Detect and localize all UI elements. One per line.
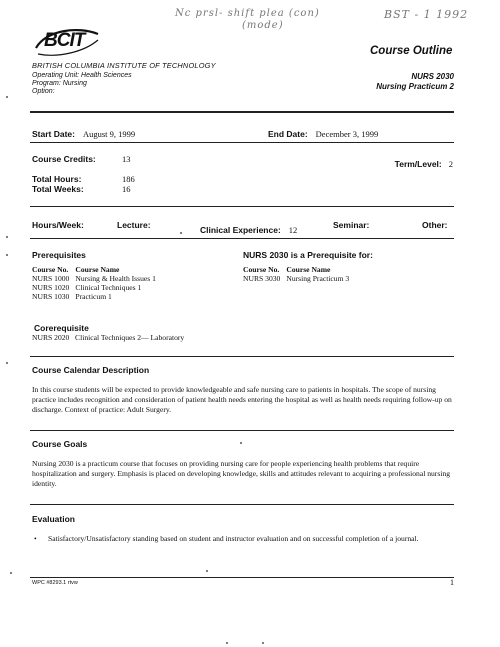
start-date-value: August 9, 1999	[82, 129, 136, 139]
handwritten-note-2: (mode)	[242, 20, 284, 31]
end-date	[268, 124, 378, 142]
clinical-label: Clinical Experience:	[200, 225, 281, 235]
evaluation-title: Evaluation	[32, 514, 75, 524]
program: Program: Nursing	[32, 80, 87, 87]
course-code: NURS 2030	[411, 72, 454, 81]
course-no: NURS 1020	[32, 283, 70, 292]
table-header-row	[243, 265, 355, 274]
other-label: Other:	[422, 220, 448, 230]
rule	[30, 504, 454, 505]
clinical-value: 12	[288, 225, 298, 235]
logo-text: BCIT	[44, 30, 85, 51]
scan-speck	[6, 254, 8, 256]
calendar-description-title: Course Calendar Description	[32, 365, 150, 375]
scan-speck	[226, 642, 228, 644]
course-no: NURS 3030	[243, 274, 281, 283]
prerequisite-for-table	[243, 265, 355, 283]
column-header: Course Name	[286, 265, 331, 274]
credits-label: Course Credits:	[32, 154, 96, 164]
rule	[30, 356, 454, 357]
table-row	[32, 283, 162, 292]
calendar-description-text: In this course students will be expected to provide knowledgeable and safe nursing care to patients in hospitals. The scope of nursing practice includes recognition and consideration of patient health needs entering the hospital as well as health needs requiring follow-up on discharge. Context of practice: Adult Surgery.	[32, 385, 452, 414]
footer-code: WPC #8293.1 rtvw	[32, 580, 78, 586]
corequisite-text: NURS 2020 Clinical Techniques 2— Laboratory	[32, 333, 185, 342]
evaluation-item: Satisfactory/Unsatisfactory standing based on student and instructor evaluation and on successful completion of a journal.	[48, 534, 419, 543]
scan-speck	[180, 232, 182, 234]
rule	[30, 238, 454, 239]
rule	[30, 206, 454, 207]
end-date-value: December 3, 1999	[315, 129, 379, 139]
scan-speck	[6, 236, 8, 238]
page-number: 1	[450, 578, 454, 587]
table-row	[32, 292, 162, 301]
course-goals-title: Course Goals	[32, 439, 88, 449]
clinical-experience	[200, 220, 297, 238]
bcit-logo	[32, 24, 102, 60]
start-date	[32, 124, 135, 142]
prerequisite-for-title: NURS 2030 is a Prerequisite for:	[243, 250, 373, 260]
course-name: Clinical Techniques 1	[75, 283, 142, 292]
column-header: Course No.	[32, 265, 69, 274]
total-hours-value: 186	[122, 174, 135, 184]
bullet: •	[34, 534, 37, 543]
prerequisites-title: Prerequisites	[32, 250, 86, 260]
course-name: Nursing & Health Issues 1	[75, 274, 156, 283]
credits-value: 13	[122, 154, 131, 164]
scan-speck	[6, 362, 8, 364]
table-row	[32, 274, 162, 283]
term-level-value: 2	[448, 159, 453, 169]
rule	[30, 430, 454, 431]
scan-speck	[6, 96, 8, 98]
document-title: Course Outline	[370, 45, 453, 57]
prerequisites-table	[32, 265, 162, 301]
header-rule	[30, 111, 454, 113]
course-no: NURS 1030	[32, 292, 70, 301]
lecture-label: Lecture:	[117, 220, 151, 230]
total-weeks-value: 16	[122, 184, 131, 194]
end-date-label: End Date:	[268, 129, 308, 139]
column-header: Course No.	[243, 265, 280, 274]
term-level-label: Term/Level:	[394, 159, 442, 169]
scan-speck	[206, 570, 208, 572]
scan-speck	[10, 572, 12, 574]
course-goals-text: Nursing 2030 is a practicum course that focuses on providing nursing care for people experiencing health problems that require hospitalization and surgery. Emphasis is placed on developing knowledge, skills and attitudes relevant to acquiring a professional nursing identity.	[32, 459, 450, 488]
scan-speck	[262, 642, 264, 644]
rule	[30, 142, 454, 143]
handwritten-note: Nc prsl- shift plea (con)	[175, 8, 320, 19]
course-no: NURS 1000	[32, 274, 70, 283]
option: Option:	[32, 88, 55, 95]
table-header-row	[32, 265, 162, 274]
seminar-label: Seminar:	[333, 220, 370, 230]
table-row	[243, 274, 355, 283]
hours-week-label: Hours/Week:	[32, 220, 84, 230]
total-weeks-label: Total Weeks:	[32, 184, 84, 194]
scan-speck	[240, 442, 242, 444]
column-header: Course Name	[75, 265, 120, 274]
start-date-label: Start Date:	[32, 129, 75, 139]
operating-unit: Operating Unit: Health Sciences	[32, 72, 132, 79]
term-level	[395, 154, 453, 172]
handwritten-date: BST - 1 1992	[384, 8, 469, 21]
corequisite-title: Corerequisite	[34, 323, 89, 333]
course-name: Nursing Practicum 3	[286, 274, 350, 283]
total-hours-label: Total Hours:	[32, 174, 82, 184]
institute-name: BRITISH COLUMBIA INSTITUTE OF TECHNOLOGY	[32, 61, 216, 70]
footer-rule	[30, 577, 454, 578]
course-name: Practicum 1	[75, 292, 112, 301]
course-name: Nursing Practicum 2	[376, 82, 454, 91]
